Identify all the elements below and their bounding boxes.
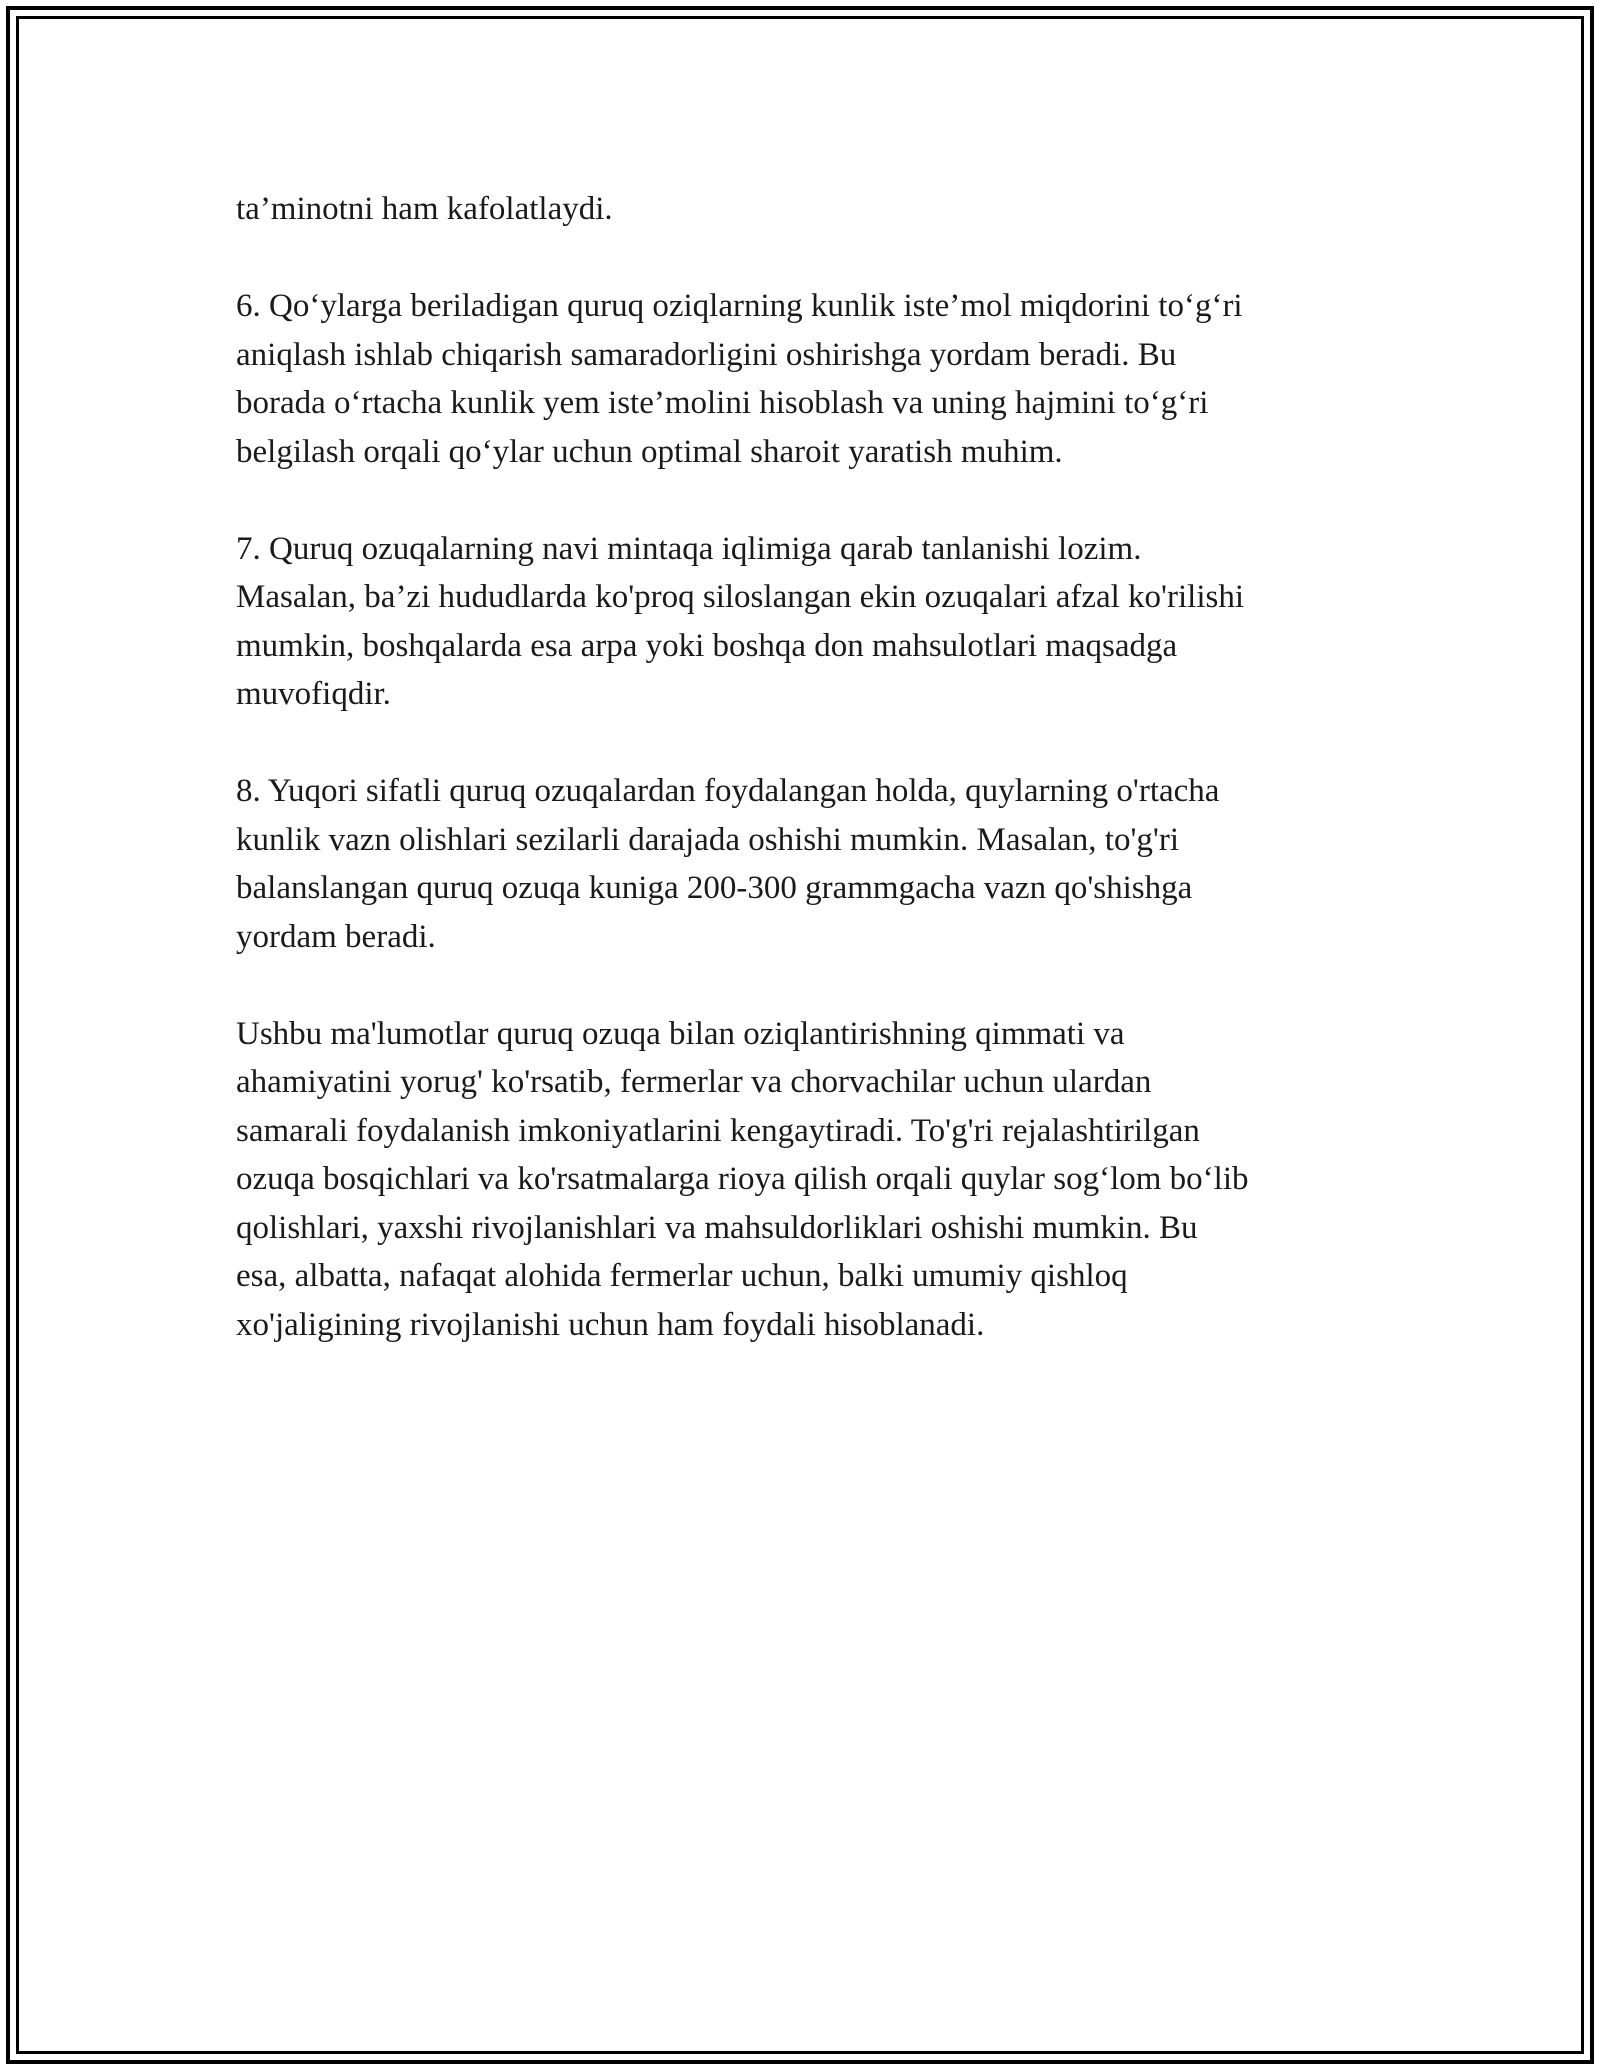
text-line: qolishlari, yaxshi rivojlanishlari va mahsuldorliklari oshishi mumkin. Bu	[236, 1209, 1198, 1246]
text-line: mumkin, boshqalarda esa arpa yoki boshqa don mahsulotlari maqsadga	[236, 627, 1178, 664]
text-line: balanslangan quruq ozuqa kuniga 200-300 grammgacha vazn qo'shishga	[236, 870, 1193, 906]
text-line: ahamiyatini yorug' ko'rsatib, fermerlar va chorvachilar uchun ulardan	[236, 1064, 1152, 1100]
text-line: yordam beradi.	[236, 918, 436, 955]
text-line: muvofiqdir.	[236, 676, 391, 712]
text-line: samarali foydalanish imkoniyatlarini kengaytiradi. To'g'ri rejalashtirilgan	[236, 1112, 1200, 1149]
text-line: xo'jaligining rivojlanishi uchun ham foydali hisoblanadi.	[236, 1306, 985, 1343]
paragraph	[236, 185, 1366, 234]
paragraph	[236, 1010, 1366, 1350]
text-line: 8. Yuqori sifatli quruq ozuqalardan foydalangan holda, quylarning o'rtacha	[236, 773, 1220, 809]
text-line: ta’minotni ham kafolatlaydi.	[236, 191, 613, 227]
text-line: Ushbu ma'lumotlar quruq ozuqa bilan oziqlantirishning qimmati va	[236, 1015, 1125, 1052]
text-line: 7. Quruq ozuqalarning navi mintaqa iqlimiga qarab tanlanishi lozim.	[236, 530, 1142, 567]
text-line: 6. Qo‘ylarga beriladigan quruq oziqlarning kunlik iste’mol miqdorini to‘g‘ri	[236, 288, 1243, 324]
text-line: ozuqa bosqichlari va ko'rsatmalarga rioya qilish orqali quylar sog‘lom bo‘lib	[236, 1161, 1249, 1197]
paragraph	[236, 767, 1366, 961]
text-line: aniqlash ishlab chiqarish samaradorligini oshirishga yordam beradi. Bu	[236, 336, 1177, 373]
text-line: borada o‘rtacha kunlik yem iste’molini hisoblash va uning hajmini to‘g‘ri	[236, 385, 1209, 421]
paragraph	[236, 525, 1366, 719]
text-line: kunlik vazn olishlari sezilarli darajada oshishi mumkin. Masalan, to'g'ri	[236, 821, 1180, 858]
text-line: belgilash orqali qo‘ylar uchun optimal sharoit yaratish muhim.	[236, 433, 1063, 470]
text-line: esa, albatta, nafaqat alohida fermerlar uchun, balki umumiy qishloq	[236, 1258, 1128, 1294]
document-body	[236, 185, 1366, 1398]
paragraph	[236, 282, 1366, 476]
text-line: Masalan, ba’zi hududlarda ko'proq siloslangan ekin ozuqalari afzal ko'rilishi	[236, 579, 1244, 615]
